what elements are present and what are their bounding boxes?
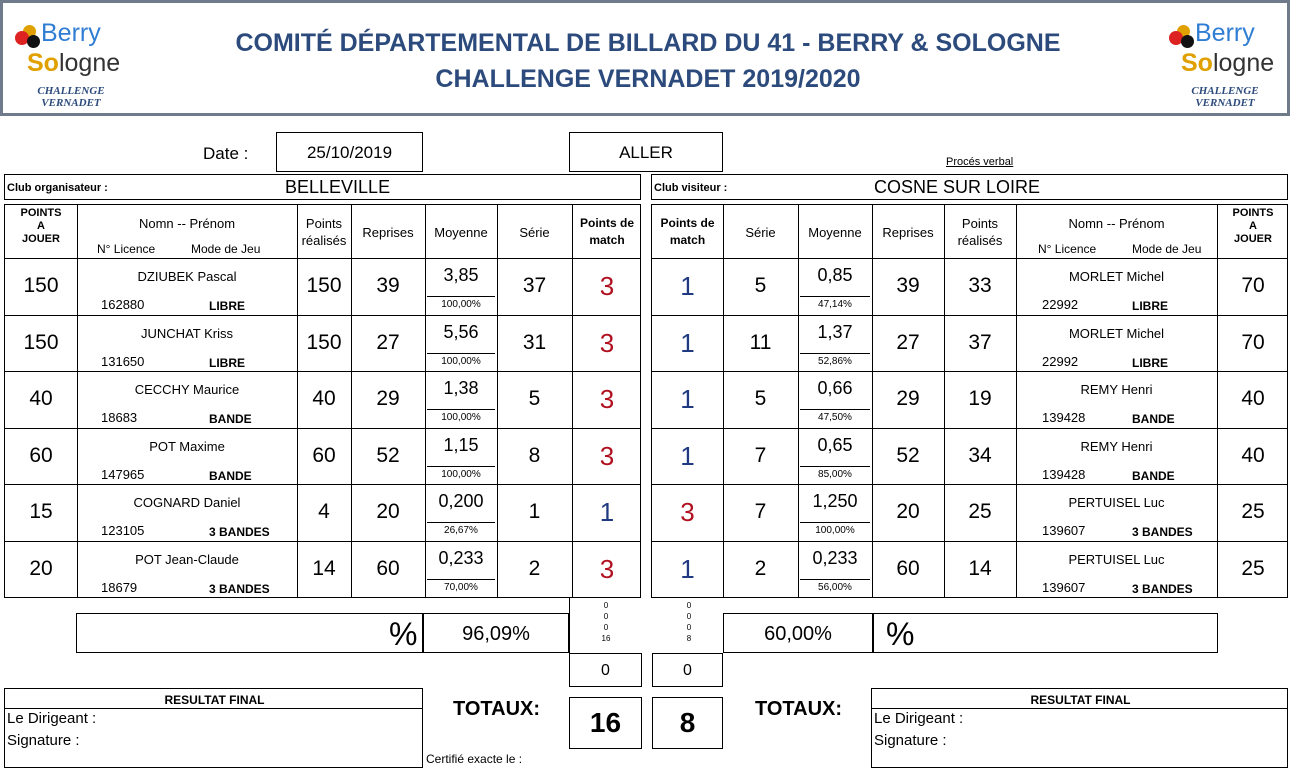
points-de-match: 3	[599, 554, 615, 584]
percentage: 70,00%	[444, 582, 478, 593]
away-club-label: Club visiteur :	[654, 182, 728, 194]
reprises: 60	[376, 557, 400, 580]
percentage: 85,00%	[818, 469, 852, 480]
row-divider	[800, 466, 870, 467]
points-realises: 14	[312, 557, 336, 580]
player-licence: 18683	[101, 410, 138, 425]
moyenne: 0,65	[817, 435, 853, 455]
serie: 37	[522, 274, 547, 297]
game-mode: LIBRE	[209, 356, 245, 370]
points-a-jouer: 150	[23, 331, 59, 354]
game-mode: LIBRE	[1132, 356, 1168, 370]
player-licence: 139607	[1042, 580, 1086, 595]
player-name: MORLET Michel	[1068, 326, 1165, 341]
player-name: MORLET Michel	[1068, 269, 1165, 284]
serie: 2	[528, 557, 541, 580]
small-count: 0	[686, 623, 692, 632]
points-a-jouer: 25	[1241, 500, 1265, 523]
page-title: COMITÉ DÉPARTEMENTAL DE BILLARD DU 41 - BERRY & SOLOGNE	[235, 29, 1061, 57]
player-licence: 22992	[1042, 297, 1079, 312]
moyenne: 1,250	[812, 491, 858, 511]
game-mode: 3 BANDES	[209, 525, 270, 539]
player-licence: 22992	[1042, 354, 1079, 369]
row-divider	[427, 579, 495, 580]
home-signature-label: Signature :	[7, 732, 80, 749]
home-percent-value: 96,09%	[423, 613, 569, 653]
player-licence: 162880	[101, 297, 145, 312]
player-name: REMY Henri	[1080, 382, 1153, 397]
percentage: 100,00%	[815, 525, 855, 536]
points-de-match: 3	[599, 384, 615, 414]
row-divider	[800, 296, 870, 297]
small-count: 0	[603, 612, 609, 621]
row-divider	[652, 428, 1287, 429]
game-mode: LIBRE	[1132, 299, 1168, 313]
row-divider	[652, 484, 1287, 485]
points-a-jouer: 150	[23, 274, 59, 297]
away-zero-cell: 0	[652, 653, 723, 687]
reprises: 52	[376, 444, 400, 467]
points-realises: 4	[318, 500, 330, 523]
home-totaux-label: TOTAUX:	[453, 698, 541, 720]
game-mode: BANDE	[1132, 412, 1175, 426]
row-divider	[427, 296, 495, 297]
percentage: 47,14%	[818, 299, 852, 310]
row-divider	[800, 409, 870, 410]
column-divider	[798, 205, 799, 598]
header-points-match: Points de match	[579, 216, 634, 247]
percentage: 100,00%	[441, 469, 481, 480]
reprises: 20	[376, 500, 400, 523]
percentage: 47,50%	[818, 412, 852, 423]
player-name: POT Jean-Claude	[135, 552, 239, 567]
berry-sologne-logo-right	[1165, 13, 1285, 113]
points-a-jouer: 70	[1241, 274, 1265, 297]
reprises: 60	[896, 557, 920, 580]
logo-logne-text: logne	[1212, 49, 1275, 77]
header-reprises: Reprises	[882, 225, 934, 240]
away-dirigeant-label: Le Dirigeant :	[874, 710, 964, 727]
player-licence: 123105	[101, 523, 145, 538]
reprises: 29	[896, 387, 920, 410]
small-count: 0	[603, 601, 609, 610]
logo-vernadet-text: VERNADET	[1195, 97, 1255, 109]
points-de-match: 1	[680, 554, 695, 584]
player-licence: 147965	[101, 467, 145, 482]
player-name: COGNARD Daniel	[133, 495, 241, 510]
points-a-jouer: 25	[1241, 557, 1265, 580]
points-de-match: 3	[599, 441, 615, 471]
points-de-match: 1	[680, 271, 695, 301]
points-a-jouer: 40	[1241, 387, 1265, 410]
points-a-jouer: 40	[1241, 444, 1265, 467]
points-realises: 60	[312, 444, 336, 467]
points-de-match: 1	[680, 328, 695, 358]
points-de-match: 3	[599, 328, 615, 358]
percentage: 26,67%	[444, 525, 478, 536]
game-mode: 3 BANDES	[209, 582, 270, 596]
small-count: 8	[686, 634, 692, 643]
serie: 11	[749, 331, 772, 354]
moyenne: 0,233	[438, 548, 484, 568]
logo-berry-text: Berry	[41, 19, 101, 47]
header-points-a-jouer: POINTS A JOUER	[1232, 207, 1274, 245]
away-totaux-label: TOTAUX:	[755, 698, 843, 720]
home-final-result	[4, 688, 423, 768]
points-realises: 150	[306, 331, 342, 354]
logo-berry-text: Berry	[1195, 19, 1255, 47]
serie: 1	[528, 500, 541, 523]
percentage: 100,00%	[441, 299, 481, 310]
moyenne: 0,200	[438, 491, 484, 511]
row-divider	[800, 579, 870, 580]
header-serie: Série	[519, 225, 550, 240]
header-points-match: Points de match	[660, 216, 715, 247]
reprises: 39	[896, 274, 920, 297]
player-licence: 18679	[101, 580, 138, 595]
player-name: CECCHY Maurice	[134, 382, 240, 397]
points-de-match: 1	[680, 384, 695, 414]
logo-challenge-text: CHALLENGE	[1191, 85, 1259, 97]
row-divider	[427, 466, 495, 467]
header-mode: Mode de Jeu	[191, 242, 261, 256]
moyenne: 1,38	[443, 378, 479, 398]
player-name: REMY Henri	[1080, 439, 1153, 454]
proces-verbal-label: Procés verbal	[946, 156, 1014, 168]
header-licence: N° Licence	[1038, 242, 1097, 256]
serie: 5	[754, 387, 767, 410]
away-club-row	[651, 174, 1288, 200]
header-points-a-jouer: POINTS A JOUER	[20, 207, 62, 245]
header-licence: N° Licence	[97, 242, 156, 256]
away-percent-value: 60,00%	[723, 613, 873, 653]
leg-field: ALLER	[569, 132, 723, 172]
home-club-row	[4, 174, 641, 200]
row-divider	[427, 409, 495, 410]
row-divider	[5, 258, 640, 259]
moyenne: 0,233	[812, 548, 858, 568]
away-percent-box	[873, 613, 1218, 653]
header-moyenne: Moyenne	[808, 225, 862, 240]
points-a-jouer: 40	[29, 387, 53, 410]
small-count: 0	[686, 601, 692, 610]
moyenne: 3,85	[443, 265, 479, 285]
reprises: 39	[376, 274, 400, 297]
header-banner	[0, 0, 1290, 116]
column-divider	[1016, 205, 1017, 598]
serie: 2	[754, 557, 767, 580]
header-reprises: Reprises	[362, 225, 414, 240]
header-nom-prenom: Nomn -- Prénom	[1068, 216, 1165, 231]
game-mode: 3 BANDES	[1132, 525, 1193, 539]
points-realises: 40	[312, 387, 336, 410]
logo-so-text: So	[1181, 49, 1213, 77]
points-realises: 14	[968, 557, 992, 580]
points-de-match: 3	[599, 271, 615, 301]
game-mode: 3 BANDES	[1132, 582, 1193, 596]
points-a-jouer: 60	[29, 444, 53, 467]
serie: 31	[522, 331, 547, 354]
row-divider	[800, 522, 870, 523]
row-divider	[652, 371, 1287, 372]
row-divider	[5, 428, 640, 429]
row-divider	[800, 353, 870, 354]
serie: 8	[528, 444, 541, 467]
small-count: 16	[601, 634, 611, 643]
away-small-counts	[683, 600, 695, 644]
points-realises: 37	[968, 331, 992, 354]
home-club-name: BELLEVILLE	[285, 177, 391, 197]
points-realises: 19	[968, 387, 992, 410]
points-a-jouer: 15	[29, 500, 53, 523]
points-de-match: 1	[680, 441, 695, 471]
home-zero-cell: 0	[569, 653, 642, 687]
small-count: 0	[603, 623, 609, 632]
away-resultat-label: RESULTAT FINAL	[1030, 693, 1131, 707]
player-name: JUNCHAT Kriss	[141, 326, 233, 341]
player-licence: 139607	[1042, 523, 1086, 538]
header-nom-prenom: Nomn -- Prénom	[138, 216, 236, 231]
player-name: POT Maxime	[149, 439, 225, 454]
moyenne: 0,66	[817, 378, 853, 398]
column-divider	[425, 205, 426, 598]
row-divider	[5, 541, 640, 542]
logo-logne-text: logne	[58, 49, 121, 77]
serie: 5	[754, 274, 767, 297]
game-mode: LIBRE	[209, 299, 245, 313]
player-name: PERTUISEL Luc	[1068, 495, 1165, 510]
header-moyenne: Moyenne	[434, 225, 488, 240]
percentage: 56,00%	[818, 582, 852, 593]
home-percent-sign: %	[389, 616, 418, 652]
row-divider	[5, 371, 640, 372]
row-divider	[652, 541, 1287, 542]
moyenne: 1,37	[817, 322, 853, 342]
reprises: 29	[376, 387, 400, 410]
player-licence: 139428	[1042, 467, 1086, 482]
header-points-realises: Points réalisés	[957, 216, 1003, 248]
home-percent-box	[76, 613, 423, 653]
reprises: 20	[896, 500, 920, 523]
game-mode: BANDE	[209, 412, 252, 426]
player-licence: 131650	[101, 354, 145, 369]
away-club-name: COSNE SUR LOIRE	[874, 177, 1041, 197]
row-divider	[652, 258, 1287, 259]
away-percent-sign: %	[886, 616, 915, 652]
serie: 7	[754, 500, 767, 523]
row-divider	[427, 522, 495, 523]
game-mode: BANDE	[1132, 469, 1175, 483]
ball-icon	[1181, 35, 1194, 48]
away-final-result	[871, 688, 1288, 768]
away-signature-label: Signature :	[874, 732, 947, 749]
points-realises: 33	[968, 274, 992, 297]
points-a-jouer: 70	[1241, 331, 1265, 354]
home-dirigeant-label: Le Dirigeant :	[7, 710, 97, 727]
reprises: 27	[896, 331, 920, 354]
header-points-realises: Points réalisés	[301, 216, 347, 248]
points-realises: 25	[968, 500, 992, 523]
player-name: PERTUISEL Luc	[1068, 552, 1165, 567]
berry-sologne-logo-left	[11, 13, 131, 113]
player-licence: 139428	[1042, 410, 1086, 425]
points-realises: 34	[968, 444, 992, 467]
points-a-jouer: 20	[29, 557, 53, 580]
serie: 7	[754, 444, 767, 467]
moyenne: 5,56	[443, 322, 479, 342]
away-results-table	[651, 204, 1288, 598]
small-count: 0	[686, 612, 692, 621]
home-total: 16	[569, 697, 642, 749]
logo-so-text: So	[27, 49, 59, 77]
row-divider	[5, 315, 640, 316]
logo-vernadet-text: VERNADET	[41, 97, 101, 109]
date-label: Date :	[203, 144, 249, 163]
row-divider	[652, 315, 1287, 316]
date-field: 25/10/2019	[276, 132, 423, 172]
serie: 5	[528, 387, 541, 410]
points-realises: 150	[306, 274, 342, 297]
home-small-counts	[600, 600, 612, 644]
percentage: 100,00%	[441, 356, 481, 367]
home-club-label: Club organisateur :	[7, 182, 108, 194]
home-resultat-label: RESULTAT FINAL	[164, 693, 265, 707]
header-serie: Série	[745, 225, 776, 240]
player-name: DZIUBEK Pascal	[137, 269, 237, 284]
away-total: 8	[652, 697, 723, 749]
column-divider	[77, 205, 78, 598]
game-mode: BANDE	[209, 469, 252, 483]
row-divider	[5, 484, 640, 485]
reprises: 52	[896, 444, 920, 467]
reprises: 27	[376, 331, 400, 354]
page-subtitle: CHALLENGE VERNADET 2019/2020	[435, 65, 861, 93]
moyenne: 1,15	[443, 435, 479, 455]
home-results-table	[4, 204, 641, 598]
percentage: 100,00%	[441, 412, 481, 423]
header-mode: Mode de Jeu	[1132, 242, 1202, 256]
points-de-match: 3	[680, 497, 695, 527]
certifie-label: Certifié exacte le :	[426, 752, 523, 766]
moyenne: 0,85	[817, 265, 853, 285]
logo-challenge-text: CHALLENGE	[37, 85, 105, 97]
percentage: 52,86%	[818, 356, 852, 367]
points-de-match: 1	[599, 497, 615, 527]
row-divider	[427, 353, 495, 354]
